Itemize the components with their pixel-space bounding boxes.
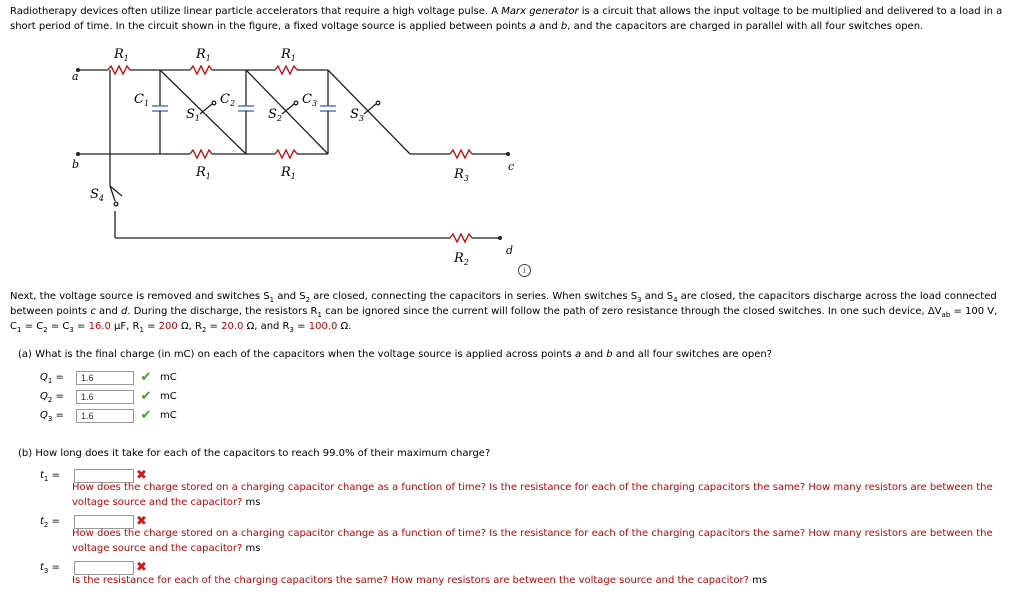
answer-row-q3 xyxy=(40,406,177,426)
label-r1-bottom-1: $R_1$ xyxy=(196,165,211,181)
t2-hint: How does the charge stored on a charging capacitor change as a function of time? Is the resistance for each of the charging capacitors the same? How many resistors are between the voltage source and the capacitor? ms xyxy=(72,528,993,554)
q1-unit: mC xyxy=(160,372,177,384)
label-a: a xyxy=(72,70,79,83)
q2-input[interactable] xyxy=(76,390,134,404)
t3-label: $t_3$ = xyxy=(40,562,60,576)
info-icon[interactable]: i xyxy=(518,264,531,277)
check-icon: ✔ xyxy=(140,389,152,404)
label-r3: $R_3$ xyxy=(454,167,469,183)
label-b: b xyxy=(72,158,80,171)
part-b-question: (b) How long does it take for each of the capacitors to reach 99.0% of their maximum charge? xyxy=(18,448,491,459)
q2-label: $Q_2$ = xyxy=(40,391,64,405)
q3-input[interactable] xyxy=(76,409,134,423)
label-r1-top-2: $R_1$ xyxy=(196,47,211,63)
t1-label: $t_1$ = xyxy=(40,470,60,484)
label-c2: $C_2$ xyxy=(220,92,236,108)
discharge-paragraph: Next, the voltage source is removed and switches $S_1$ and $S_2$ are closed, connecting the capacitors in series. When switches $S_3$ and $S_4$ are closed, the capacitors discharge across the load connected between points c and d. During the discharge, the resistors $R_1$ can be ignored since the current will follow the path of zero resistance through the closed switches. In one such device, $\Delta V_{ab} = 100$ V, $C_1 = C_2 = C_3 = 16.0$ μF, $R_1 = 200$ Ω, $R_2 = 20.0$ Ω, and $R_3 = 100.0$ Ω. xyxy=(10,291,998,334)
cross-icon: ✖ xyxy=(136,560,147,575)
t1-hint: How does the charge stored on a charging capacitor change as a function of time? Is the resistance for each of the charging capacitors the same? How many resistors are between the voltage source and the capacitor? ms xyxy=(72,482,993,508)
cross-icon: ✖ xyxy=(136,514,147,529)
label-s2: $S_2$ xyxy=(268,107,282,123)
q3-unit: mC xyxy=(160,410,177,422)
t2-label: $t_2$ = xyxy=(40,516,60,530)
check-icon: ✔ xyxy=(140,370,152,385)
label-r1-top-1: $R_1$ xyxy=(114,47,129,63)
t3-hint: Is the resistance for each of the charging capacitors the same? How many resistors are between the voltage source and the capacitor? ms xyxy=(72,575,768,586)
part-a-question: (a) What is the final charge (in mC) on each of the capacitors when the voltage source is applied across points a and b and all four switches are open? xyxy=(18,349,772,360)
label-c3: $C_3$ xyxy=(302,92,318,108)
label-c1: $C_1$ xyxy=(134,92,150,108)
label-c: c xyxy=(508,160,515,173)
t3-input[interactable] xyxy=(74,561,134,575)
q1-input[interactable] xyxy=(76,371,134,385)
label-d: d xyxy=(506,244,514,257)
answer-row-q1 xyxy=(40,368,177,388)
label-s4: $S_4$ xyxy=(90,187,104,203)
label-s1: $S_1$ xyxy=(186,107,200,123)
label-r2: $R_2$ xyxy=(454,251,469,267)
label-s3: $S_3$ xyxy=(350,107,364,123)
answer-row-q2 xyxy=(40,387,177,407)
q2-unit: mC xyxy=(160,391,177,403)
q3-label: $Q_3$ = xyxy=(40,410,64,424)
intro-paragraph: Radiotherapy devices often utilize linear particle accelerators that require a high voltage pulse. A Marx generator is a circuit that allows the input voltage to be multiplied and delivered to a load in a short period of time. In the circuit shown in the figure, a fixed voltage source is applied between points a and b, and the capacitors are charged in parallel with all four switches open. xyxy=(10,6,1003,32)
q1-label: $Q_1$ = xyxy=(40,372,64,386)
check-icon: ✔ xyxy=(140,408,152,423)
marx-generator-circuit xyxy=(60,46,550,267)
label-r1-bottom-2: $R_1$ xyxy=(281,165,296,181)
cross-icon: ✖ xyxy=(136,468,147,483)
label-r1-top-3: $R_1$ xyxy=(281,47,296,63)
